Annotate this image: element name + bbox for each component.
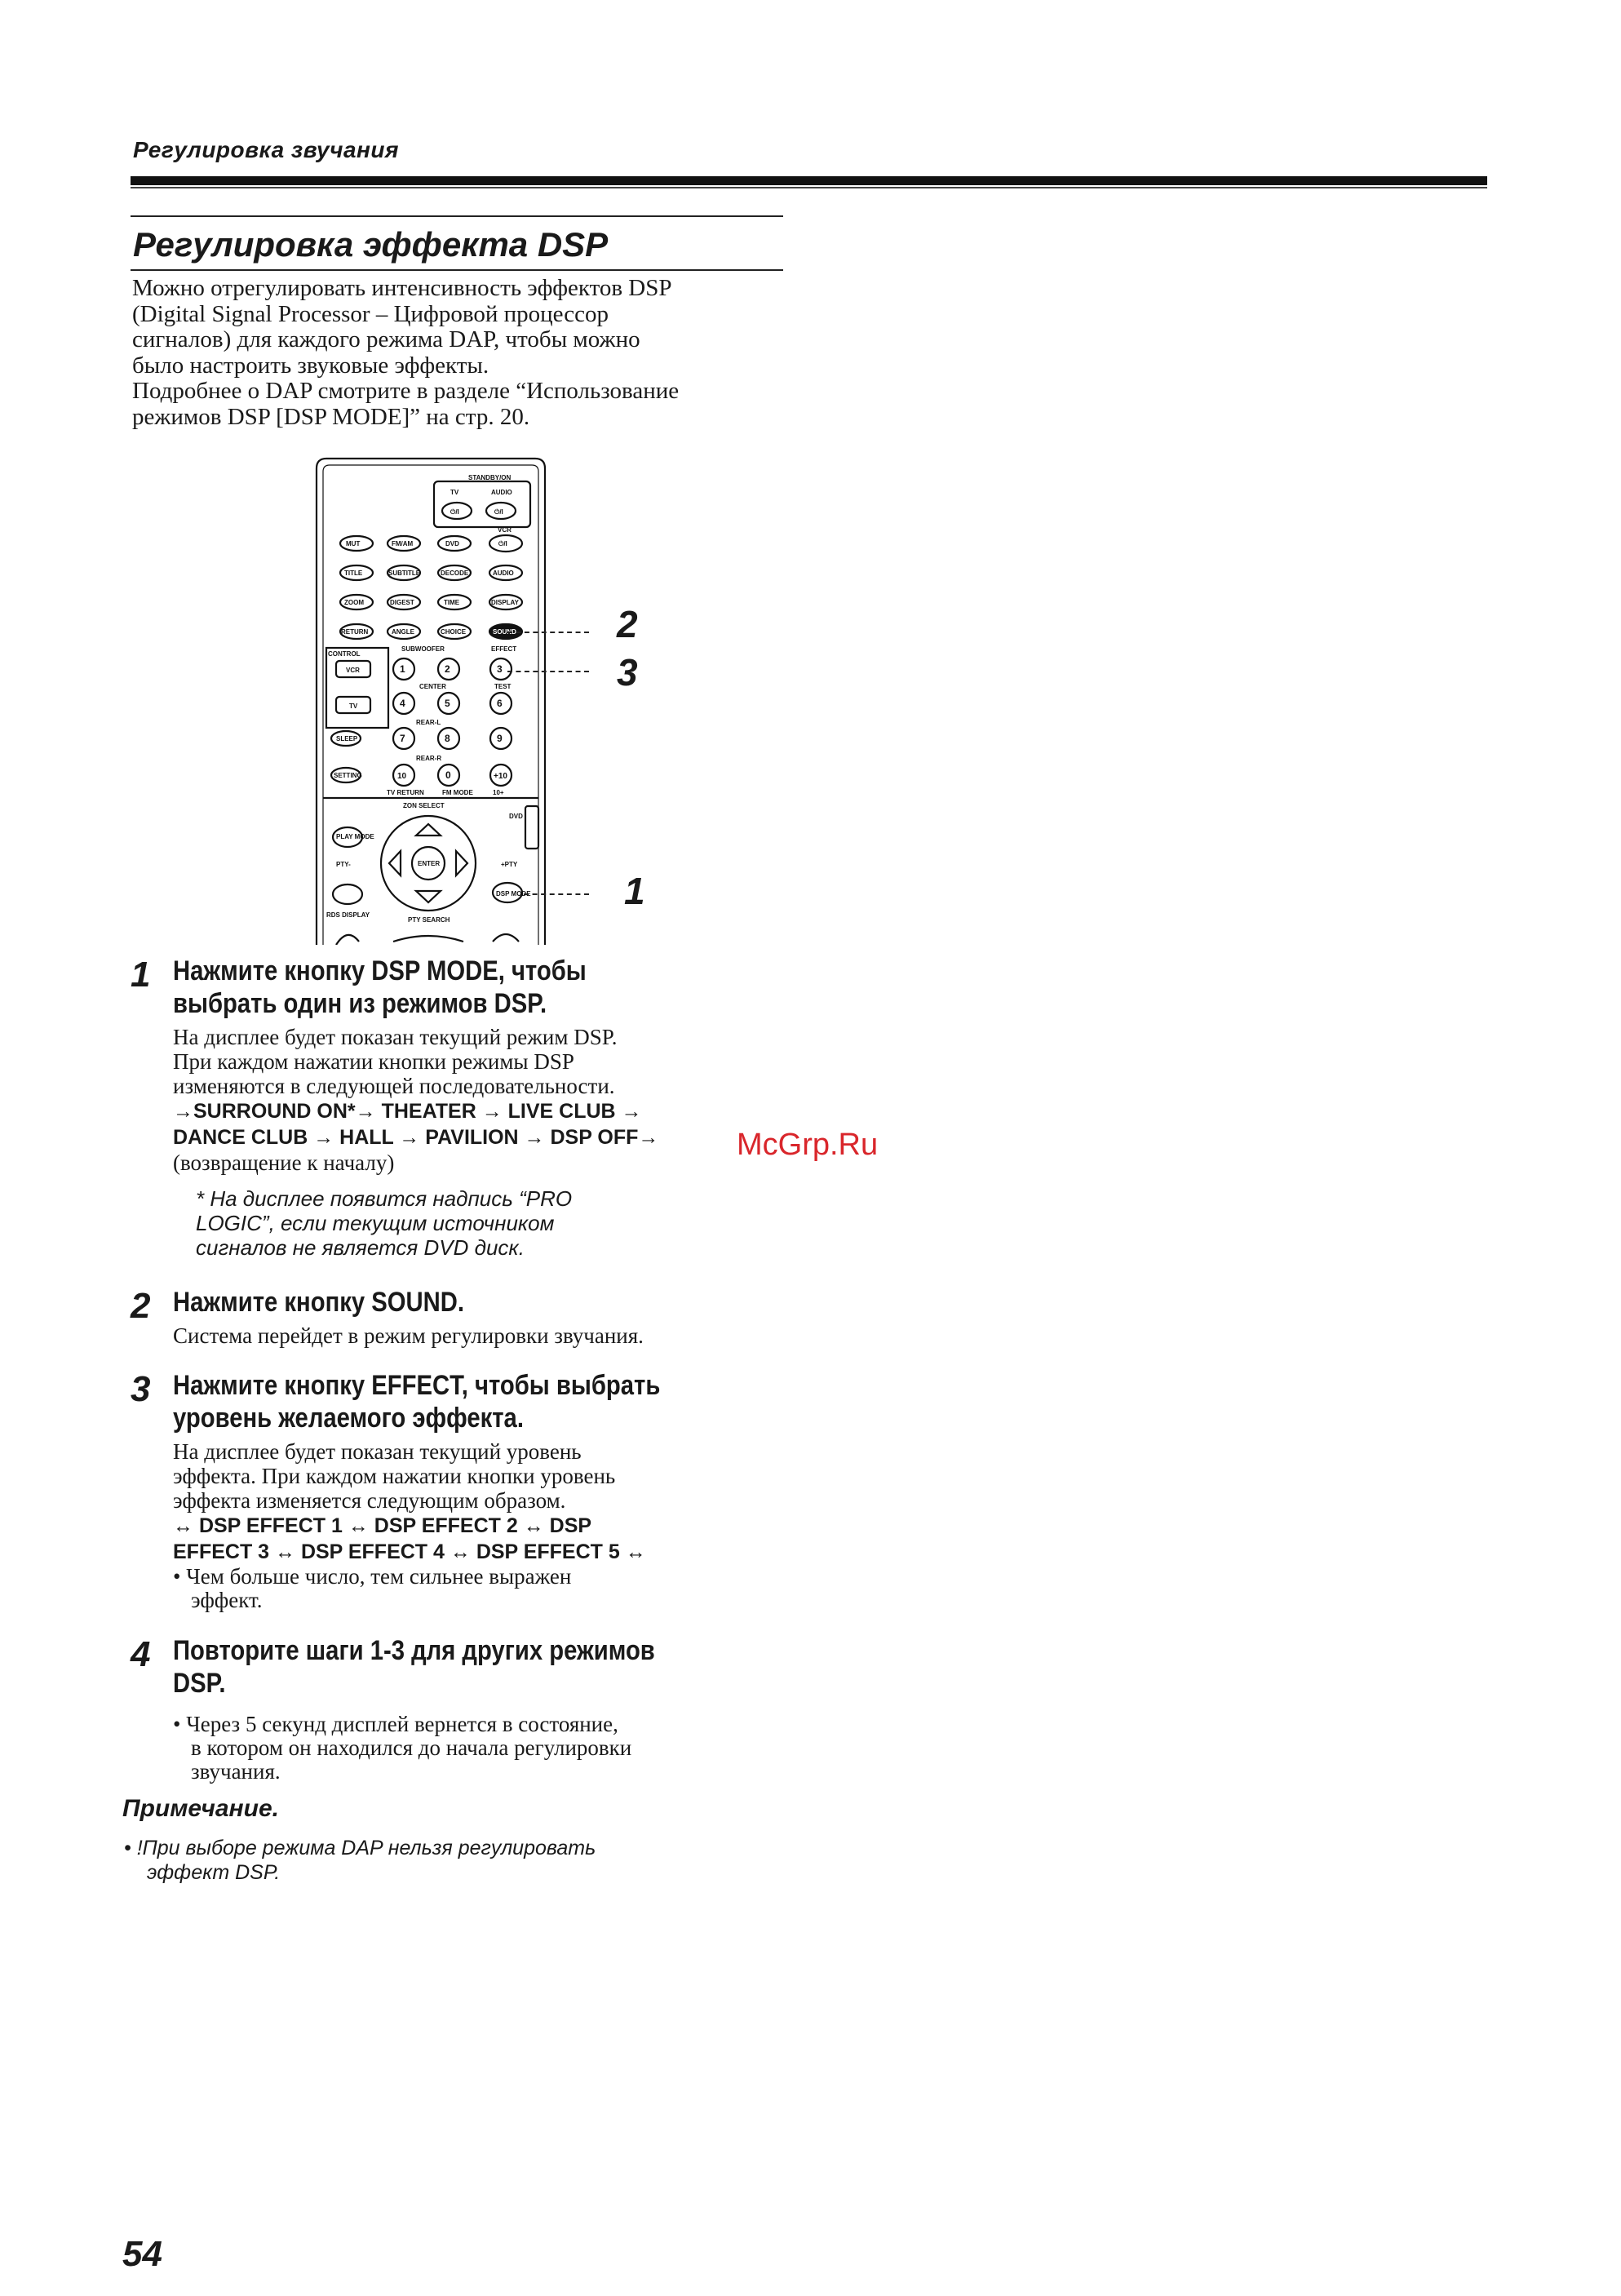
step-2 <box>131 1286 799 1348</box>
callout-3: 3 <box>617 651 638 694</box>
remote-label-power-audio: ⏻/I <box>494 508 503 516</box>
step-2-number: 2 <box>131 1286 151 1326</box>
remote-num-1: 1 <box>400 663 405 675</box>
remote-btn-sound: SOUND <box>493 628 516 636</box>
section-rule-bottom <box>131 269 783 271</box>
remote-label-dvd: DVD <box>509 813 523 820</box>
header-rule-thin <box>131 187 1487 188</box>
callout-line-2 <box>507 632 589 633</box>
running-title: Регулировка звучания <box>133 137 400 162</box>
step-4 <box>131 1634 799 1784</box>
remote-btn-subtitle: SUBTITLE <box>388 570 421 577</box>
remote-label-pty-search: PTY SEARCH <box>408 916 450 924</box>
remote-label-subwoofer: SUBWOOFER <box>401 645 445 653</box>
remote-btn-setting: SETTING <box>334 772 362 779</box>
section-title: Регулировка эффекта DSP <box>133 225 609 264</box>
remote-btn-choice: CHOICE <box>441 628 467 636</box>
remote-btn-play-mode: PLAY MODE <box>336 833 374 840</box>
watermark: McGrp.Ru <box>737 1128 879 1162</box>
remote-btn-display: DISPLAY <box>491 599 519 606</box>
remote-btn-title: TITLE <box>344 570 363 577</box>
remote-btn-audio: AUDIO <box>493 570 514 577</box>
remote-num-2: 2 <box>445 663 450 675</box>
remote-btn-dsp-mode: DSP MODE <box>496 890 531 898</box>
remote-label-rds-display: RDS DISPLAY <box>326 911 370 919</box>
step-3-body: На дисплее будет показан текущий уровень эффекта. При каждом нажатии кнопки уровень эффекта изменяется следующим образом. <box>173 1439 616 1513</box>
intro-paragraph-2: Подробнее о DAP смотрите в разделе “Использование режимов DSP [DSP MODE]” на стр. 20. <box>132 378 680 430</box>
remote-label-fm-mode: FM MODE <box>442 789 473 796</box>
remote-btn-mut: MUT <box>346 540 361 547</box>
step-1-sequence: →SURROUND ON*→ THEATER → LIVE CLUB → DANCE CLUB → HALL → PAVILION → DSP OFF→ <box>173 1100 659 1149</box>
remote-drawing <box>312 455 550 945</box>
remote-num-0: 0 <box>445 769 451 781</box>
callout-1: 1 <box>624 870 645 912</box>
callout-2: 2 <box>617 603 638 645</box>
remote-label-10plus: 10+ <box>493 789 504 796</box>
remote-num-5: 5 <box>445 698 450 709</box>
step-2-body: Система перейдет в режим регулировки звучания. <box>173 1323 644 1348</box>
remote-num-3: 3 <box>497 663 503 675</box>
remote-label-rear-r: REAR-R <box>416 755 442 762</box>
remote-num-6: 6 <box>497 698 503 709</box>
step-1-after: (возвращение к началу) <box>173 1150 395 1175</box>
remote-label-effect: EFFECT <box>491 645 517 653</box>
remote-num-7: 7 <box>400 733 405 744</box>
remote-btn-power-vcr: ⏻/I <box>498 540 507 547</box>
remote-label-tv: TV <box>450 489 459 496</box>
remote-btn-vcr: VCR <box>346 667 360 674</box>
callout-line-3 <box>507 671 589 672</box>
step-1 <box>131 955 799 1260</box>
step-3-sequence: ↔ DSP EFFECT 1 ↔ DSP EFFECT 2 ↔ DSP EFFECT 3 ↔ DSP EFFECT 4 ↔ DSP EFFECT 5 ↔ <box>173 1514 646 1563</box>
note-text: • !При выборе режима DAP нельзя регулировать эффект DSP. <box>124 1837 596 1884</box>
section-rule-top <box>131 215 783 217</box>
remote-label-vcr: VCR <box>498 526 512 534</box>
remote-num-4: 4 <box>400 698 405 709</box>
remote-label-rear-l: REAR-L <box>416 719 441 726</box>
remote-btn-time: TIME <box>444 599 460 606</box>
step-1-heading: Нажмите кнопку DSP MODE, чтобы выбрать один из режимов DSP. <box>173 955 587 1019</box>
remote-label-zone-select: ZON SELECT <box>403 802 445 809</box>
page-number: 54 <box>122 2234 162 2274</box>
remote-btn-digest: DIGEST <box>390 599 414 606</box>
remote-control-illustration <box>312 455 550 945</box>
remote-btn-tv: TV <box>349 703 358 710</box>
step-3 <box>131 1369 799 1612</box>
step-2-heading: Нажмите кнопку SOUND. <box>173 1287 464 1318</box>
remote-btn-dvd: DVD <box>445 540 459 547</box>
callout-line-1 <box>524 893 589 895</box>
remote-label-control: CONTROL <box>328 650 361 658</box>
intro-paragraph-1: Можно отрегулировать интенсивность эффектов DSP (Digital Signal Processor – Цифровой процессор сигналов) для каждого режима DAP, чтобы можно было настроить звуковые эффекты. <box>132 275 672 379</box>
remote-btn-return: RETURN <box>341 628 369 636</box>
remote-num-8: 8 <box>445 733 450 744</box>
step-3-heading: Нажмите кнопку EFFECT, чтобы выбрать уровень желаемого эффекта. <box>173 1370 661 1434</box>
remote-num-plus10: +10 <box>494 772 507 781</box>
step-1-body: На дисплее будет показан текущий режим DSP. При каждом нажатии кнопки режимы DSP изменяются в следующей последовательности. <box>173 1025 618 1098</box>
remote-btn-sleep: SLEEP <box>336 735 358 742</box>
intro-text <box>132 276 785 430</box>
remote-btn-decode: DECODE <box>441 570 469 577</box>
step-4-number: 4 <box>131 1634 151 1674</box>
header-rule <box>131 176 1487 185</box>
note-title: Примечание. <box>122 1795 279 1822</box>
remote-label-standby: STANDBY/ON <box>468 474 512 481</box>
remote-btn-fmam: FM/AM <box>392 540 414 547</box>
remote-btn-enter: ENTER <box>418 860 441 867</box>
remote-num-9: 9 <box>497 733 503 744</box>
remote-label-tv-return: TV RETURN <box>387 789 424 796</box>
step-4-heading: Повторите шаги 1-3 для других режимов DSP. <box>173 1635 655 1699</box>
remote-label-pty-plus: +PTY <box>501 861 518 868</box>
remote-num-10: 10 <box>397 772 407 781</box>
step-1-footnote: * На дисплее появится надпись “PRO LOGIC”, если текущим источником сигналов не является DVD диск. <box>196 1186 573 1260</box>
remote-btn-zoom: ZOOM <box>344 599 364 606</box>
remote-label-audio: AUDIO <box>491 489 512 496</box>
remote-label-power-tv: ⏻/I <box>450 508 459 516</box>
step-1-number: 1 <box>131 955 151 995</box>
remote-label-center: CENTER <box>419 683 446 690</box>
step-3-number: 3 <box>131 1369 151 1409</box>
step-4-bullet: • Через 5 секунд дисплей вернется в состояние, в котором он находился до начала регулировки звучания. <box>173 1712 632 1784</box>
step-3-bullet: • Чем больше число, тем сильнее выражен эффект. <box>173 1564 572 1612</box>
remote-label-test: TEST <box>494 683 512 690</box>
remote-btn-angle: ANGLE <box>392 628 414 636</box>
remote-label-pty-minus: PTY- <box>336 861 351 868</box>
